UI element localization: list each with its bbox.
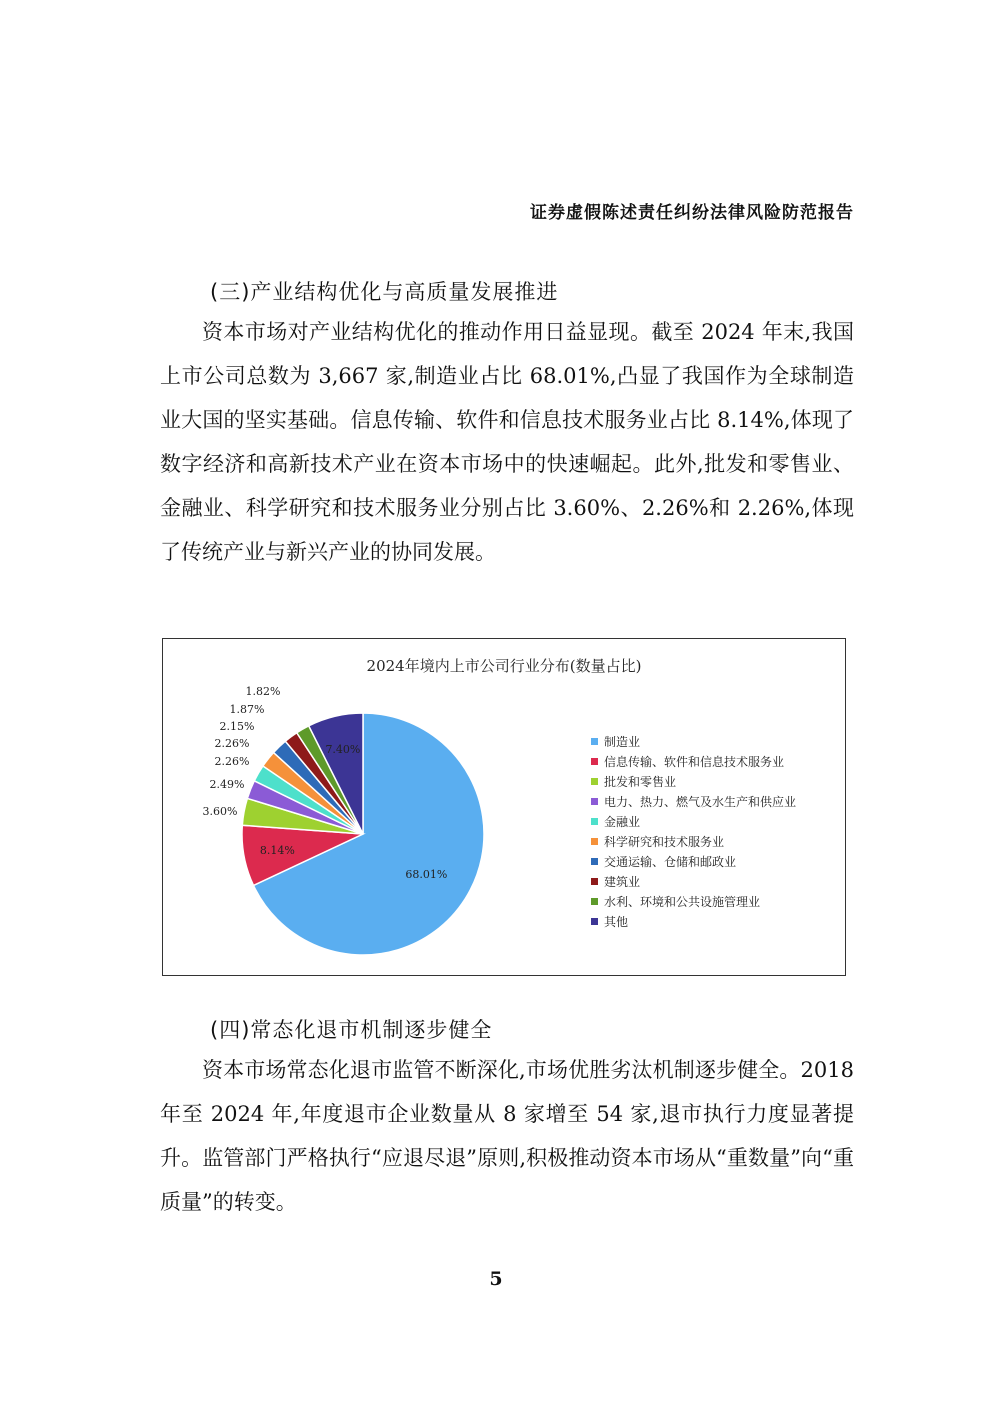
legend-swatch [591, 818, 598, 825]
legend-label: 金融业 [604, 814, 641, 829]
legend-label: 水利、环境和公共设施管理业 [604, 894, 761, 909]
legend-item [591, 771, 796, 791]
slice-label: 7.40% [325, 743, 361, 757]
legend-label: 其他 [604, 914, 629, 929]
page-number: 5 [489, 1268, 503, 1290]
legend-item [591, 911, 796, 931]
slice-label: 2.26% [214, 737, 250, 750]
legend-swatch [591, 858, 598, 865]
slice-label: 2.49% [209, 778, 245, 791]
legend-swatch [591, 738, 598, 745]
section-heading-4: (四)常态化退市机制逐步健全 [210, 1018, 493, 1042]
legend-item [591, 751, 796, 771]
legend-item [591, 871, 796, 891]
legend-label: 信息传输、软件和信息技术服务业 [604, 754, 785, 769]
slice-label: 8.14% [259, 843, 295, 857]
legend-swatch [591, 758, 598, 765]
legend-swatch [591, 838, 598, 845]
legend-label: 批发和零售业 [604, 774, 677, 789]
slice-label: 1.87% [229, 703, 265, 716]
slice-label: 1.82% [245, 685, 281, 698]
running-header: 证券虚假陈述责任纠纷法律风险防范报告 [530, 203, 854, 223]
legend-label: 交通运输、仓储和邮政业 [604, 854, 737, 869]
legend-swatch [591, 798, 598, 805]
chart-title: 2024年境内上市公司行业分布(数量占比) [366, 657, 642, 675]
legend-label: 制造业 [604, 734, 641, 749]
legend-item [591, 851, 796, 871]
chart-legend [591, 731, 796, 931]
industry-pie-chart [162, 638, 846, 976]
legend-swatch [591, 778, 598, 785]
section-heading-3: (三)产业结构优化与高质量发展推进 [210, 280, 559, 304]
legend-item [591, 731, 796, 751]
legend-item [591, 791, 796, 811]
body-paragraph-3: 资本市场对产业结构优化的推动作用日益显现。截至 2024 年末,我国上市公司总数为 3,667 家,制造业占比 68.01%,凸显了我国作为全球制造业大国的坚实基础。信息传输、软件和信息技术服务业占比 8.14%,体现了数字经济和高新技术产业在资本市场中的快速崛起。此外,批发和零售业、金融业、科学研究和技术服务业分别占比 3.60%、2.26%和 2.26%,体现了传统产业与新兴产业的协同发展。 [160, 320, 854, 564]
legend-swatch [591, 878, 598, 885]
slice-label: 2.15% [219, 720, 255, 733]
legend-item [591, 831, 796, 851]
body-paragraph-4: 资本市场常态化退市监管不断深化,市场优胜劣汰机制逐步健全。2018 年至 2024 年,年度退市企业数量从 8 家增至 54 家,退市执行力度显著提升。监管部门严格执行“应退尽退”原则,积极推动资本市场从“重数量”向“重质量”的转变。 [160, 1058, 854, 1214]
slice-label: 2.26% [214, 755, 250, 768]
legend-label: 电力、热力、燃气及水生产和供应业 [604, 794, 797, 809]
legend-item [591, 811, 796, 831]
legend-label: 科学研究和技术服务业 [604, 834, 725, 849]
slice-label: 3.60% [202, 805, 238, 818]
slice-label: 68.01% [405, 868, 448, 882]
legend-item [591, 891, 796, 911]
legend-swatch [591, 898, 598, 905]
legend-swatch [591, 918, 598, 925]
legend-label: 建筑业 [604, 874, 641, 889]
